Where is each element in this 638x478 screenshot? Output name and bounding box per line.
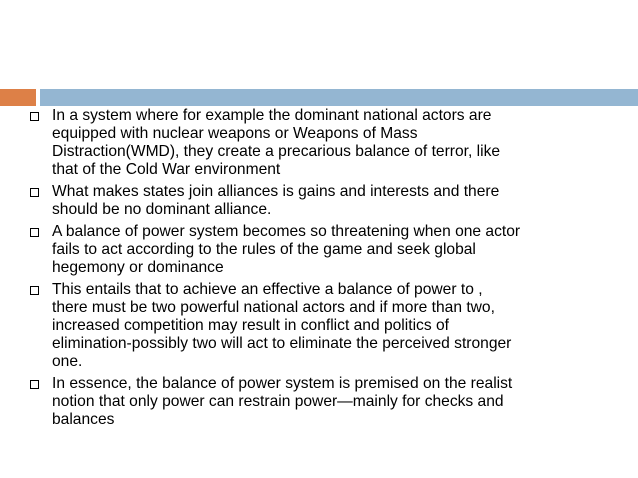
square-bullet-icon: [30, 188, 39, 197]
square-bullet-icon: [30, 286, 39, 295]
accent-bar-orange: [0, 89, 36, 106]
bullet-item-5: [30, 375, 610, 429]
bullet-text: In essence, the balance of power system is premised on the realist notion that only power can restrain power—mainly for checks and balances: [52, 375, 513, 428]
bullet-item-2: [30, 183, 610, 219]
square-bullet-icon: [30, 112, 39, 121]
square-bullet-icon: [30, 380, 39, 389]
bullet-text: In a system where for example the dominant national actors are equipped with nuclear weapons or Weapons of Mass Distraction(WMD), they create a precarious balance of terror, like that of the Cold War environment: [52, 107, 501, 178]
bullet-text: What makes states join alliances is gains and interests and there should be no dominant alliance.: [52, 183, 500, 218]
bullet-item-4: [30, 281, 610, 371]
square-bullet-icon: [30, 228, 39, 237]
bullet-text: A balance of power system becomes so threatening when one actor fails to act according to the rules of the game and seek global hegemony or dominance: [52, 223, 521, 276]
bullet-text: This entails that to achieve an effective a balance of power to , there must be two powerful national actors and if more than two, increased competition may result in conflict and politics of elimination-possibly two will act to eliminate the perceived stronger one.: [52, 281, 512, 370]
accent-bar-blue: [40, 89, 638, 106]
bullet-list: [30, 107, 610, 433]
bullet-item-3: [30, 223, 610, 277]
bullet-item-1: [30, 107, 610, 179]
